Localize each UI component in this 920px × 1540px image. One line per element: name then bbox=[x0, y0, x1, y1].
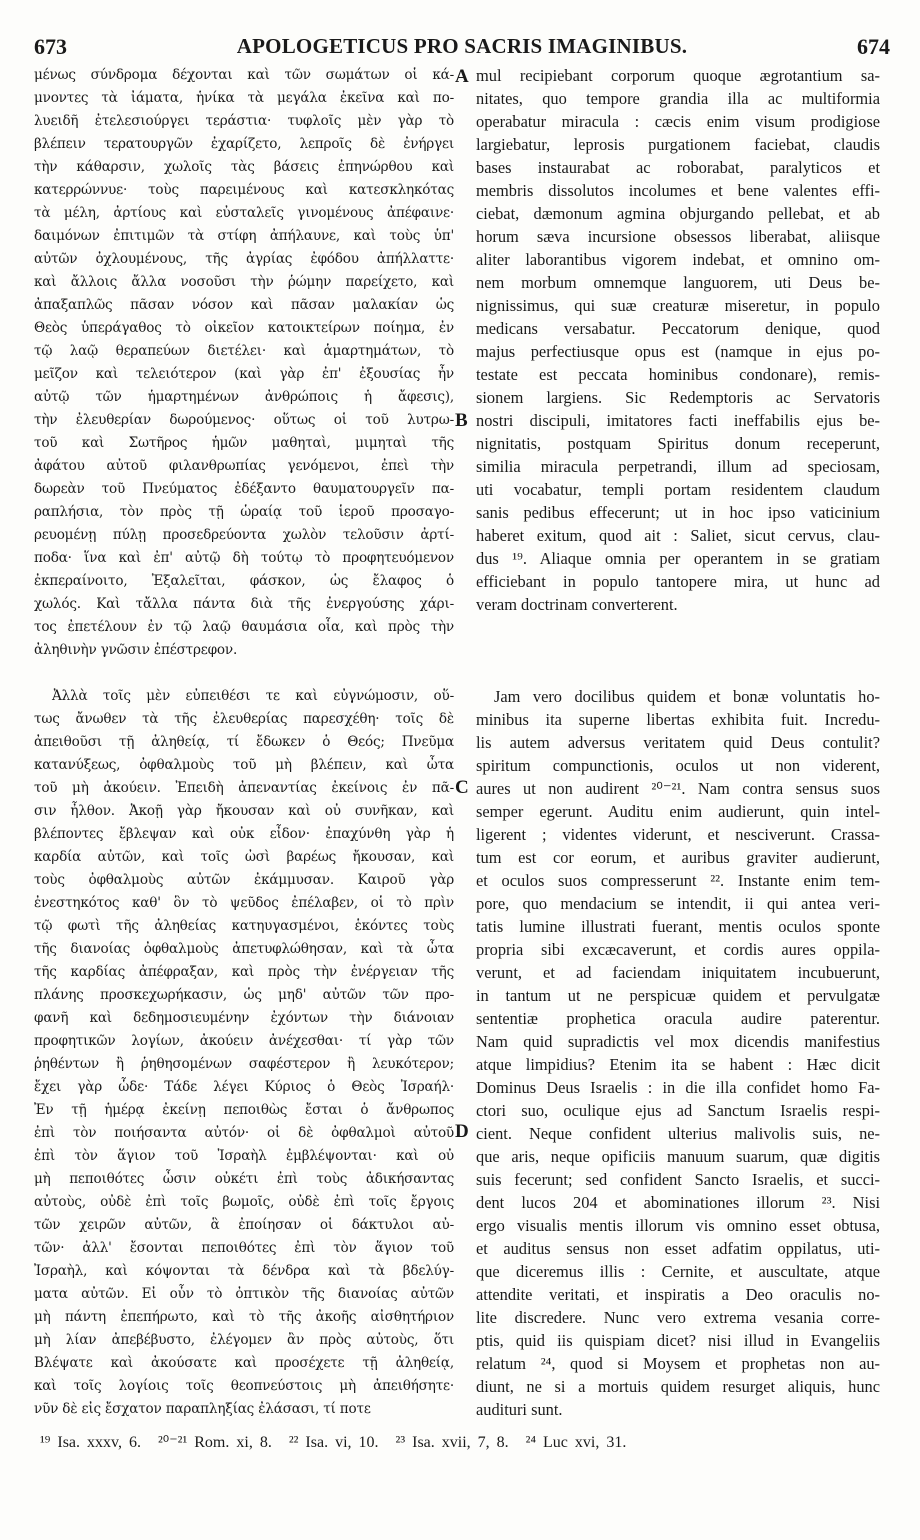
footnote-24: ²⁴ Luc xvi, 31. bbox=[525, 1434, 627, 1451]
text-line: et auditus sensus non esset adfatim oppilatus, uti- bbox=[476, 1239, 880, 1258]
text-line: diunt, ne si a mortuis quidem resurget aliquis, hunc bbox=[476, 1377, 880, 1396]
text-line: δωρεὰν τοῦ Πνεύματος ἐδέξαντο θαυματουργεῖν πα- bbox=[34, 481, 454, 497]
text-line: bases instaurabat ac roborabat, paralyticos et bbox=[476, 158, 880, 177]
text-line: pore, quo mendacium se intendit, ii qui antea veri- bbox=[476, 894, 880, 913]
text-line: attendite veritati, et inspiratis a Deo oraculis no- bbox=[476, 1285, 880, 1304]
text-line: dent lucos 204 et abominationes illorum ²³. Nisi bbox=[476, 1193, 880, 1212]
text-line: tum est cor eorum, et auribus graviter audierunt, bbox=[476, 848, 880, 867]
text-line: δαιμόνων ἐπιτιμῶν τὰ στίφη ἀπήλαυνε, καὶ τοὺς ὑπ' bbox=[34, 228, 454, 244]
text-line: in tantum ut ne perspicuæ quidem et pervulgatæ bbox=[476, 986, 880, 1005]
text-line: τοὺς ὀφθαλμοὺς αὐτῶν ἐκάμμυσαν. Καιροῦ γὰρ bbox=[34, 872, 454, 888]
text-line: haberet exitum, quod ait : Saliet, sicut cervus, clau- bbox=[476, 526, 880, 545]
text-line: sanis pedibus effecerunt; ut in hoc ipso vaticinium bbox=[476, 503, 880, 522]
text-line: nem morbum omnemque languorem, uti Deus be- bbox=[476, 273, 880, 292]
text-line: mul recipiebant corporum quoque ægrotantium sa- bbox=[476, 66, 880, 85]
text-line: propria sibi excæcaverunt, et cordis aures oppila- bbox=[476, 940, 880, 959]
text-line: αὐτῷ τῶν ἡμαρτημένων ἀνθρώποις ἡ ἄφεσις), bbox=[34, 389, 454, 405]
page-number-right: 674 bbox=[857, 34, 890, 59]
blank-line bbox=[476, 616, 880, 639]
text-line: ἐπὶ τὸν ποιήσαντα αὐτόν· οἱ δὲ ὀφθαλμοὶ αὐτοῦ bbox=[34, 1125, 454, 1141]
text-line: τως ἄνωθεν τὰ τῆς ἐλευθερίας παρεσχέθη· τοῖς δὲ bbox=[34, 711, 454, 727]
text-line: Ἀλλὰ τοῖς μὲν εὐπειθέσι τε καὶ εὐγνώμοσιν, οὕ- bbox=[52, 688, 454, 704]
text-line: μὴ πάντη ἐπεπήρωτο, καὶ τὸ τῆς ἀκοῆς αἰσθητήριον bbox=[34, 1309, 454, 1325]
greek-column bbox=[34, 64, 454, 1421]
text-line: audituri sunt. bbox=[476, 1400, 563, 1419]
text-line: ἀπειθοῦσι τῇ ἀληθείᾳ, τί ἔδωκεν ὁ Θεός; Πνεῦμα bbox=[34, 734, 454, 750]
text-line: μένως σύνδρομα δέχονται καὶ τῶν σωμάτων οἱ κά- bbox=[34, 67, 454, 83]
latin-column bbox=[476, 64, 880, 1421]
text-line: Θεὸς ὑπεράγαθος τὸ οἰκεῖον κατοικτείρων ποίημα, ἐν bbox=[34, 320, 454, 336]
text-line: Dominus Deus Israelis : in die illa confidet homo Fa- bbox=[476, 1078, 880, 1097]
text-line: τοῦ καὶ Σωτῆρος ἡμῶν μαθηταὶ, μιμηταὶ τῆς bbox=[34, 435, 454, 451]
text-line: μὴ πεποιθότες ὦσιν οὐκέτι ἐπὶ τοὺς ἀδικήσαντας bbox=[34, 1171, 454, 1187]
text-line: lite discredere. Nunc vero extrema vesania corre- bbox=[476, 1308, 880, 1327]
text-line: ρευομένῃ πύλῃ προσεδρεύοντα χωλὸν τελοῦσιν ἀρτί- bbox=[34, 527, 454, 543]
text-line: νῦν δὲ εἰς ἔσχατον παραπληξίας ἐλάσασι, τί ποτε bbox=[34, 1401, 371, 1417]
text-line: nignitatis, postquam Spiritus donum receperunt, bbox=[476, 434, 880, 453]
text-line: τῶν χειρῶν αὐτῶν, ἃ ἐποίησαν οἱ δάκτυλοι αὐ- bbox=[34, 1217, 454, 1233]
text-line: ergo visualis mentis illorum vis omnino esset obtusa, bbox=[476, 1216, 880, 1235]
text-line: κατερρώννυε· τοὺς παρειμένους καὶ κατεσκληκότας bbox=[34, 182, 454, 198]
text-line: ciebat, dæmonum agmina objurgando pellebat, et ab bbox=[476, 204, 880, 223]
text-line: ἀφάτου αὐτοῦ φιλανθρωπίας γενόμενοι, ἐπεὶ τὴν bbox=[34, 458, 454, 474]
footnote-20-21: ²⁰⁻²¹ Rom. xi, 8. bbox=[158, 1434, 272, 1451]
text-line: κατανύξεως, ὀφθαλμοὺς τοῦ μὴ βλέπειν, καὶ ὦτα bbox=[34, 757, 454, 773]
text-line: sionem largiens. Sic Redemptoris ac Servatoris bbox=[476, 388, 880, 407]
text-line: nignissimus, qui suæ creaturæ miseretur, in populo bbox=[476, 296, 880, 315]
text-line: relatum ²⁴, quod si Moysem et prophetas non au- bbox=[476, 1354, 880, 1373]
text-line: ραπλήσια, τὸν πρὸς τῇ ὡραίᾳ τοῦ ἱεροῦ προσαγο- bbox=[34, 504, 454, 520]
text-line: semper egerunt. Auditu enim audierunt, quin intel- bbox=[476, 802, 880, 821]
text-line: τῷ φωτὶ τῆς ἀληθείας κατηυγασμένοι, ἑκόντες τοὺς bbox=[34, 918, 454, 934]
blank-line bbox=[476, 639, 880, 662]
text-line: ἔχει γὰρ ὧδε· Τάδε λέγει Κύριος ὁ Θεὸς Ἰσραήλ· bbox=[34, 1079, 454, 1095]
text-line: sententiæ prophetica oracula audire paterentur. bbox=[476, 1009, 880, 1028]
text-line: ctori suo, oculique ejus ad Sanctum Israelis respi- bbox=[476, 1101, 880, 1120]
text-line: τῆς καρδίας ἀπέφραξαν, καὶ πρὸς τὴν ἐνέργειαν τῆς bbox=[34, 964, 454, 980]
text-line: veram doctrinam converterent. bbox=[476, 595, 678, 614]
text-line: suis fecerunt; sed confident Sancto Israelis, et succi- bbox=[476, 1170, 880, 1189]
text-line: χωλός. Καὶ τἄλλα πάντα διὰ τῆς ἐνεργούσης χάρι- bbox=[34, 596, 454, 612]
text-line: similia miracula perpetrandi, illum ad speciosam, bbox=[476, 457, 880, 476]
text-line: καὶ τοῖς λογίοις τοῖς θεοπνεύστοις μὴ ἀπειθήσητε· bbox=[34, 1378, 454, 1394]
footnote-19: ¹⁹ Isa. xxxv, 6. bbox=[40, 1434, 141, 1451]
margin-marker-b: B bbox=[455, 410, 468, 431]
text-line: operabatur miracula : cæcis enim visum prodigiose bbox=[476, 112, 880, 131]
text-line: nitates, quo tempore grandia illa ac multiformia bbox=[476, 89, 880, 108]
text-line: efficiebant in populo tantopere mira, ut hunc ad bbox=[476, 572, 880, 591]
text-line: φανῆ καὶ δεδημοσιευμένην ἐχόντων τὴν διάνοιαν bbox=[34, 1010, 454, 1026]
text-line: τὰ μέλη, ἀρτίους καὶ εὐσταλεῖς γινομένους ἀπέφαινε· bbox=[34, 205, 454, 221]
text-line: τοῦ μὴ ἀκούειν. Ἐπειδὴ ἀπεναντίας ἐκείνοις ἐν πᾶ- bbox=[34, 780, 454, 796]
text-line: τῷ λαῷ θεραπεύων διετέλει· καὶ ἁμαρτημάτων, τὸ bbox=[34, 343, 454, 359]
text-line: medicans versabatur. Peccatorum denique, quod bbox=[476, 319, 880, 338]
text-line: uti vocabatur, templi portam residentem claudum bbox=[476, 480, 880, 499]
text-line: cient. Neque confident ulterius malivolis suis, ne- bbox=[476, 1124, 880, 1143]
text-line: τὴν κάθαρσιν, χωλοῖς τὰς βάσεις ἐπηνώρθου καὶ bbox=[34, 159, 454, 175]
text-line: ligerent ; videntes viderunt, et nesciverunt. Crassa- bbox=[476, 825, 880, 844]
text-line: majus perfectiusque opus est (namque in ejus po- bbox=[476, 342, 880, 361]
text-line: horum sæva incursione obsessos liberabat, aliisque bbox=[476, 227, 880, 246]
text-line: Jam vero docilibus quidem et bonæ voluntatis ho- bbox=[494, 687, 880, 706]
text-line: σιν ἦλθον. Ἀκοῇ γὰρ ἤκουσαν καὶ οὐ συνῆκαν, καὶ bbox=[34, 803, 454, 819]
text-line: aliter laborantibus vigorem indebat, et omnino om- bbox=[476, 250, 880, 269]
blank-line bbox=[476, 662, 880, 685]
text-line: ἀληθινὴν γνῶσιν ἐπέστρεφον. bbox=[34, 642, 238, 658]
text-line: ματα αὐτῶν. Εἰ οὖν τὸ ὀπτικὸν τῆς διανοίας αὐτῶν bbox=[34, 1286, 454, 1302]
text-line: testate est peccata hominibus condonare), remis- bbox=[476, 365, 880, 384]
text-line: Ἰσραὴλ, καὶ κόψονται τὰ δένδρα καὶ τὰ βδελύγ- bbox=[34, 1263, 454, 1279]
text-line: προφητικῶν λογίων, ἀκούειν ἀνέχεσθαι· τί γὰρ τῶν bbox=[34, 1033, 454, 1049]
page-number-left: 673 bbox=[34, 34, 67, 59]
text-line: dus ¹⁹. Aliaque omnia per operantem in se gratiam bbox=[476, 549, 880, 568]
text-line: que aris, neque opificiis manuum suarum, quæ digitis bbox=[476, 1147, 880, 1166]
text-line: que diceremus illis : Cernite, et auscultate, atque bbox=[476, 1262, 880, 1281]
footnote-22: ²² Isa. vi, 10. bbox=[288, 1434, 379, 1451]
text-line: ἀπαξαπλῶς πᾶσαν νόσον καὶ πᾶσαν μαλακίαν ὡς bbox=[34, 297, 454, 313]
text-line: tatis lumine illustrati fuerant, mentis oculos sponte bbox=[476, 917, 880, 936]
text-line: καρδία αὐτῶν, καὶ τοῖς ὠσὶ βαρέως ἤκουσαν, καὶ bbox=[34, 849, 454, 865]
text-line: τος ἐπετέλουν ἐν τῷ λαῷ θαυμάσια οἷα, καὶ πρὸς τὴν bbox=[34, 619, 454, 635]
text-line: ἐπὶ τὸν ἅγιον τοῦ Ἰσραὴλ ἐμβλέψονται· καὶ οὐ bbox=[34, 1148, 454, 1164]
text-line: καὶ ἄλλοις ἄλλα νοσοῦσι τὴν ῥώμην παρείχετο, καὶ bbox=[34, 274, 454, 290]
text-line: Nam quid supradictis vel mox dicendis manifestius bbox=[476, 1032, 880, 1051]
text-line: lis autem adversus veritatem quid Deus contulit? bbox=[476, 733, 880, 752]
text-line: et oculos suos compresserunt ²². Instante enim tem- bbox=[476, 871, 880, 890]
text-line: membris dissolutos incolumes et bene valentes effi- bbox=[476, 181, 880, 200]
running-title: APOLOGETICUS PRO SACRIS IMAGINIBUS. bbox=[236, 34, 688, 58]
text-line: μὴ λίαν ἀπεβέβυστο, ἐλέγομεν ἂν πρὸς αὐτοὺς, ὅτι bbox=[34, 1332, 454, 1348]
text-line: Ἐν τῇ ἡμέρᾳ ἐκείνῃ πεποιθὼς ἔσται ὁ ἄνθρωπος bbox=[34, 1102, 454, 1118]
text-line: spiritum compunctionis, oculos ut non viderent, bbox=[476, 756, 880, 775]
text-line: πλάνης προσκεχωρήκασιν, ὡς μηδ' αὐτῶν τῶν προ- bbox=[34, 987, 454, 1003]
text-line: ποδα· ἵνα καὶ ἐπ' αὐτῷ δὴ τούτῳ τὸ προφητευόμενον bbox=[34, 550, 454, 566]
text-line: minibus ita superne libertas exhibita fuit. Incredu- bbox=[476, 710, 880, 729]
text-line: λυειδῆ ἐτελεσιούργει τεράστια· τυφλοῖς μὲν γὰρ τὸ bbox=[34, 113, 454, 129]
text-line: αὐτοὺς, οὐδὲ ἐπὶ τοῖς βωμοῖς, οὐδὲ ἐπὶ τοῖς ἔργοις bbox=[34, 1194, 454, 1210]
margin-marker-d: D bbox=[455, 1121, 469, 1142]
margin-marker-a: A bbox=[455, 66, 469, 87]
text-line: βλέποντες ἔβλεψαν καὶ οὐκ εἶδον· ἐπαχύνθη γὰρ ἡ bbox=[34, 826, 454, 842]
text-line: ἐκπεραίνοιτο, Ἐξαλεῖται, φάσκον, ὡς ἔλαφος ὁ bbox=[34, 573, 454, 589]
text-line: τὴν ἐλευθερίαν δωρούμενος· οὕτως οἱ τοῦ λυτρω- bbox=[34, 412, 454, 428]
text-line: atque limpidius? Etenim ita se habent : Hæc dicit bbox=[476, 1055, 880, 1074]
text-line: αὐτῶν ὀχλουμένους, τῆς ἀγρίας ἐφόδου ἀπήλλαττε· bbox=[34, 251, 454, 267]
text-line: μεῖζον καὶ τελειότερον (καὶ γὰρ ἐπ' ἐξουσίας ἦν bbox=[34, 366, 454, 382]
text-line: μνοντες τὰ ἰάματα, ἡνίκα τὰ μεγάλα ἐκεῖνα καὶ πο- bbox=[34, 90, 454, 106]
text-line: ῥηθέντων ἢ ῥηθησομένων σαφέστερον ἢ λευκότερον; bbox=[34, 1056, 454, 1072]
text-line: nostri discipuli, imitatores facti ineffabilis ejus be- bbox=[476, 411, 880, 430]
text-line: verunt, et ad faciendam iniquitatem incubuerunt, bbox=[476, 963, 880, 982]
text-line: βλέπειν τερατουργῶν ἐχαρίζετο, λεπροῖς δὲ ἐνήργει bbox=[34, 136, 454, 152]
margin-marker-c: C bbox=[455, 777, 469, 798]
text-line: largiebatur, leprosis purgationem faciebat, claudis bbox=[476, 135, 880, 154]
text-line: τῶν· ἀλλ' ἔσονται πεποιθότες ἐπὶ τὸν ἅγιον τοῦ bbox=[34, 1240, 454, 1256]
text-line: τῆς διανοίας ὀφθαλμοὺς ἀπετυφλώθησαν, καὶ τὰ ὦτα bbox=[34, 941, 454, 957]
footnote-23: ²³ Isa. xvii, 7, 8. bbox=[395, 1434, 509, 1451]
text-line: aures ut non audirent ²⁰⁻²¹. Nam contra sensus suos bbox=[476, 779, 880, 798]
text-line: ptis, quid iis quispiam dicet? nisi illud in Evangeliis bbox=[476, 1331, 880, 1350]
blank-line bbox=[34, 662, 454, 685]
text-line: Βλέψατε καὶ ἀκούσατε καὶ προσέχετε τῇ ἀληθείᾳ, bbox=[34, 1355, 454, 1371]
running-header bbox=[34, 34, 890, 64]
text-line: ἐνεστηκότος καθ' ὃν τὸ ψεῦδος ἐπέλαβεν, οἱ τὸ πρὶν bbox=[34, 895, 454, 911]
footnotes bbox=[40, 1432, 890, 1452]
